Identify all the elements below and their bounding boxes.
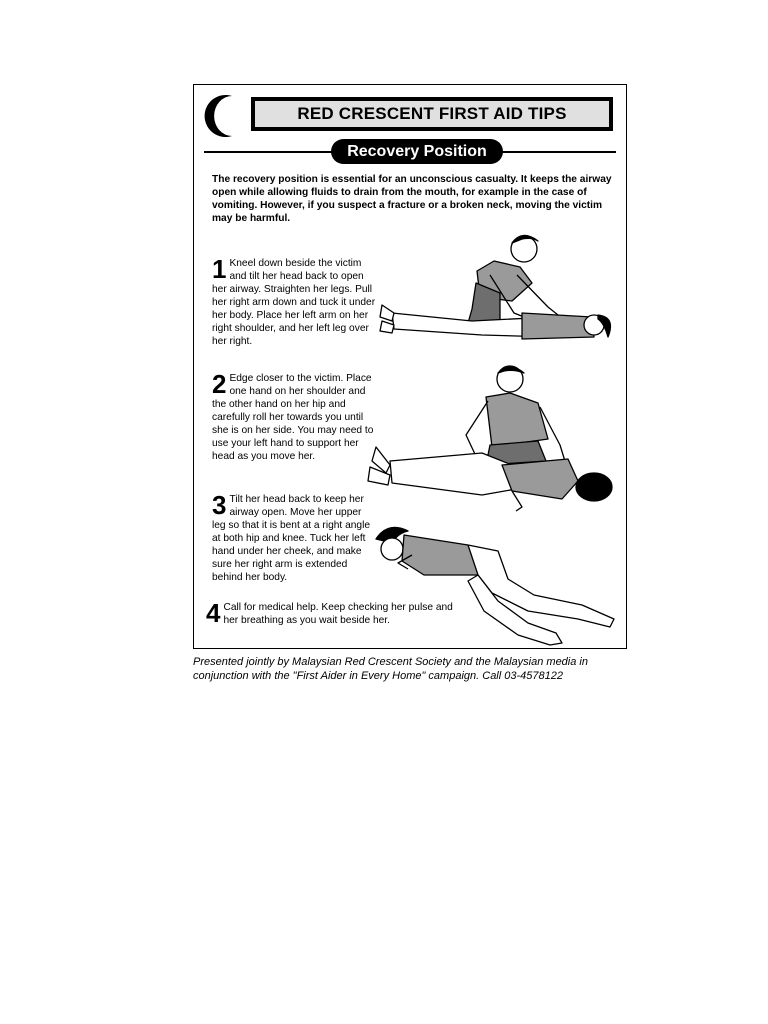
title-banner (251, 97, 613, 131)
intro-paragraph: The recovery position is essential for an unconscious casualty. It keeps the airway open while allowing fluids to drain from the mouth, for example in the case of vomiting. However, if you suspect a fracture or a broken neck, moving the victim may be harmful. (212, 174, 612, 224)
step-number: 3 (212, 490, 227, 520)
crescent-icon (202, 93, 244, 139)
illustration-step-3 (368, 519, 618, 647)
illustration-step-1 (372, 213, 616, 357)
step-3 (212, 490, 371, 584)
step-text: Edge closer to the victim. Place one hand on her shoulder and the other hand on her hip and carefully roll her towards you until she is on her side. You may need to use your left hand to support her head as you move her. (212, 373, 374, 462)
step-number: 4 (206, 598, 221, 628)
step-1 (212, 254, 377, 348)
illustration-step-2 (362, 361, 616, 523)
footer-credits: Presented jointly by Malaysian Red Crescent Society and the Malaysian media in conjunction with the "First Aider in Every Home" campaign. Call 03-4578122 (193, 656, 588, 682)
step-text: Call for medical help. Keep checking her pulse and her breathing as you wait beside her. (223, 602, 453, 626)
section-title: Recovery Position (331, 139, 503, 164)
first-aid-card (193, 84, 627, 649)
step-2 (212, 369, 380, 463)
step-number: 1 (212, 254, 227, 284)
step-text: Kneel down beside the victim and tilt her head back to open her airway. Straighten her legs. Pull her right arm down and tuck it under her body. Place her left arm on her right shoulder, and her left leg over her right. (212, 258, 376, 347)
step-number: 2 (212, 369, 227, 399)
page-title: RED CRESCENT FIRST AID TIPS (255, 101, 609, 127)
step-text: Tilt her head back to keep her airway open. Move her upper leg so that it is bent at a right angle at both hip and knee. Tuck her left hand under her cheek, and make sure her right arm is extended behind her body. (212, 494, 371, 583)
